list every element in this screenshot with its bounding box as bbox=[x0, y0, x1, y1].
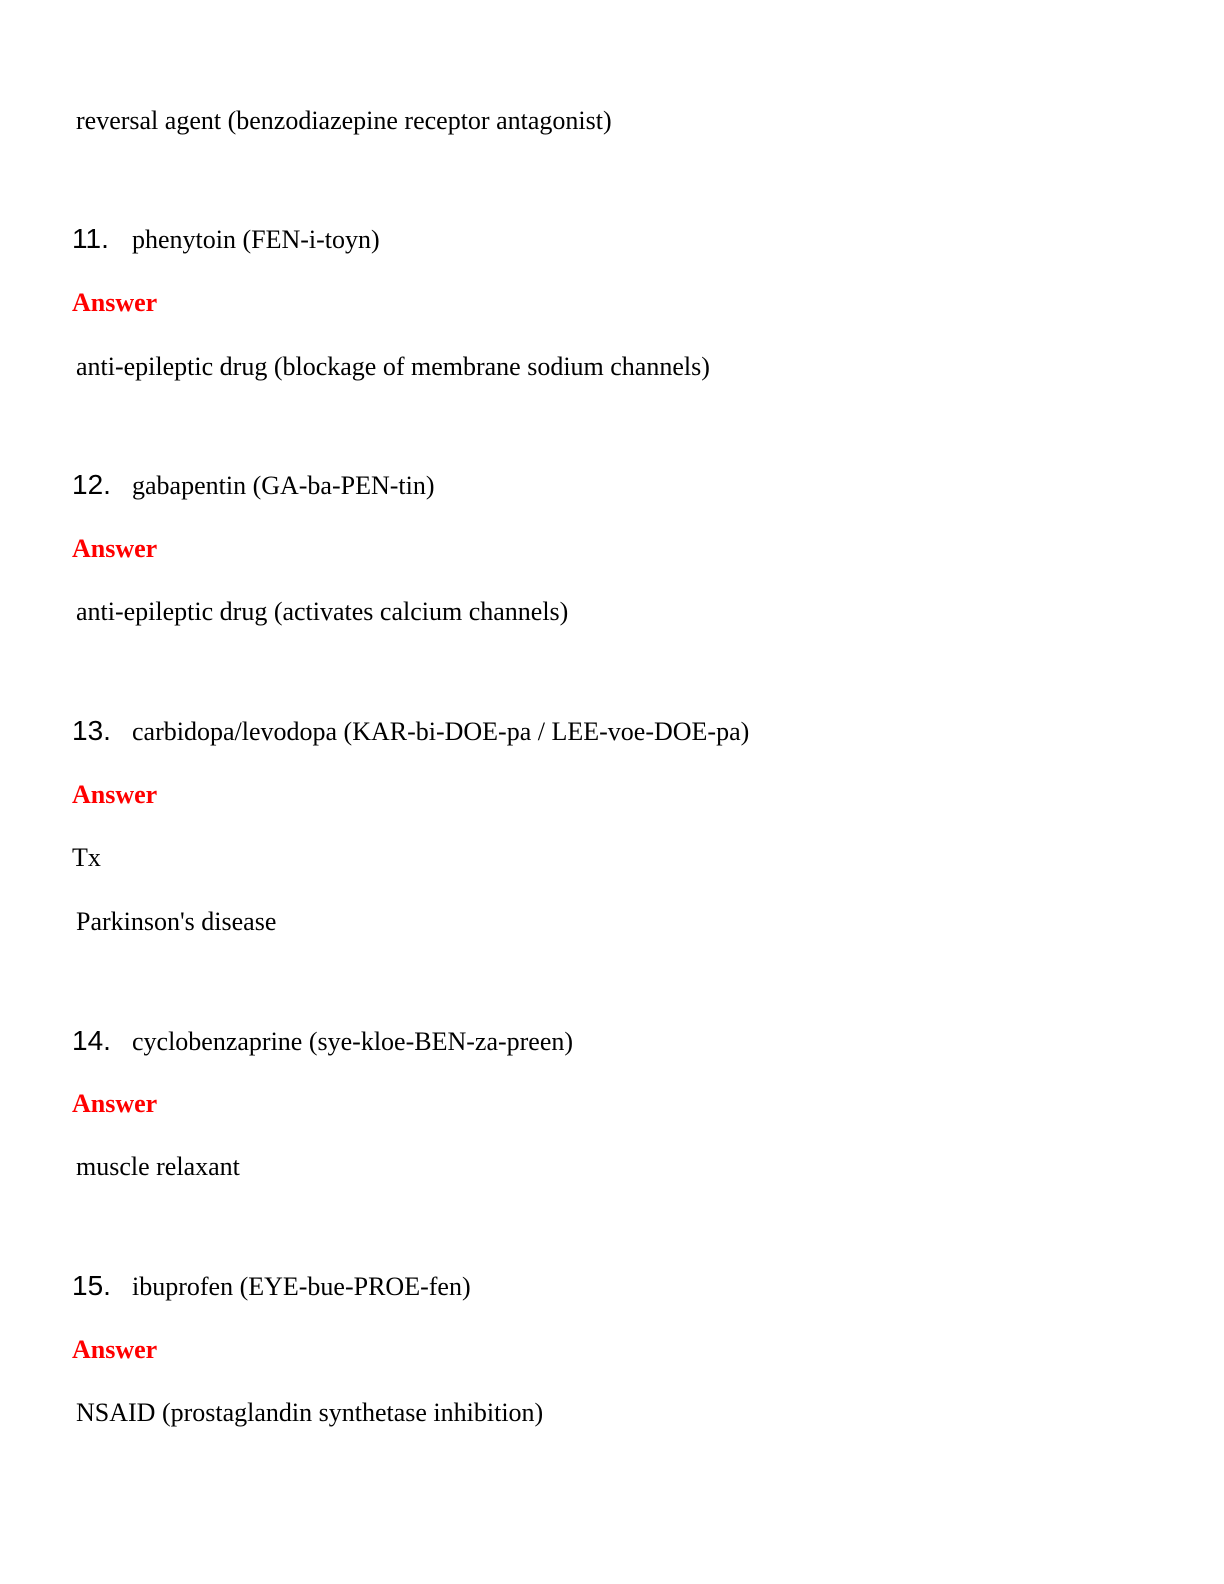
answer-label: Answer bbox=[72, 288, 158, 317]
answer-text: Tx bbox=[72, 843, 101, 872]
answer-label: Answer bbox=[72, 1335, 158, 1364]
answer-text: reversal agent (benzodiazepine receptor antagonist) bbox=[76, 106, 612, 135]
question-number: 15. bbox=[72, 1270, 111, 1301]
answer-label: Answer bbox=[72, 534, 158, 563]
question-number: 14. bbox=[72, 1025, 111, 1056]
question-text: cyclobenzaprine (sye-kloe-BEN-za-preen) bbox=[132, 1027, 574, 1056]
question-text: gabapentin (GA-ba-PEN-tin) bbox=[132, 471, 435, 500]
question-number: 11. bbox=[72, 223, 109, 254]
question-text: phenytoin (FEN-i-toyn) bbox=[132, 225, 380, 254]
answer-text: anti-epileptic drug (blockage of membrane sodium channels) bbox=[76, 352, 710, 381]
answer-text: muscle relaxant bbox=[76, 1152, 240, 1181]
answer-text: NSAID (prostaglandin synthetase inhibition) bbox=[76, 1398, 544, 1427]
answer-text: anti-epileptic drug (activates calcium channels) bbox=[76, 597, 569, 626]
question-text: carbidopa/levodopa (KAR-bi-DOE-pa / LEE-voe-DOE-pa) bbox=[132, 717, 750, 746]
question-number: 13. bbox=[72, 715, 111, 746]
question-text: ibuprofen (EYE-bue-PROE-fen) bbox=[132, 1272, 471, 1301]
answer-label: Answer bbox=[72, 1089, 158, 1118]
answer-label: Answer bbox=[72, 780, 158, 809]
answer-text: Parkinson's disease bbox=[76, 907, 277, 936]
question-number: 12. bbox=[72, 469, 111, 500]
